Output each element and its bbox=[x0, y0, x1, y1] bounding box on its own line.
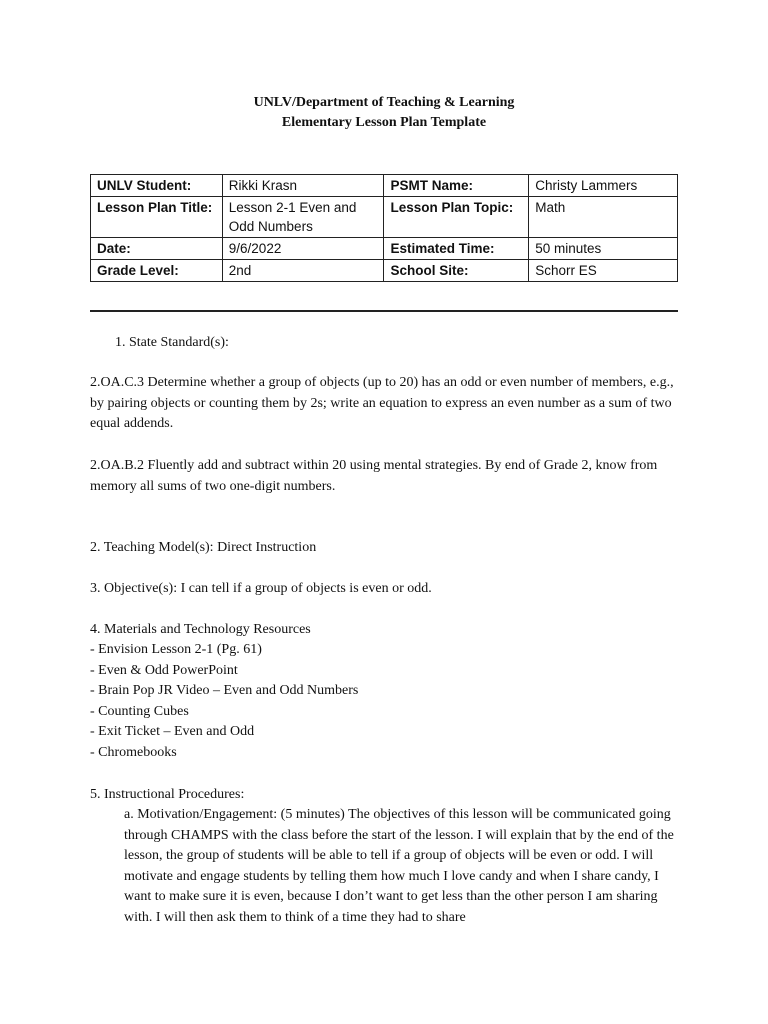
table-label: Lesson Plan Title: bbox=[91, 197, 223, 238]
table-value: Christy Lammers bbox=[529, 175, 678, 197]
table-value: Lesson 2-1 Even and Odd Numbers bbox=[222, 197, 384, 238]
list-item: - Counting Cubes bbox=[90, 703, 189, 719]
table-label: Grade Level: bbox=[91, 260, 223, 282]
table-label: School Site: bbox=[384, 260, 529, 282]
document-title-line2: Elementary Lesson Plan Template bbox=[281, 115, 487, 130]
table-label: Estimated Time: bbox=[384, 238, 529, 260]
list-item: - Envision Lesson 2-1 (Pg. 61) bbox=[90, 642, 262, 657]
materials-heading: 4. Materials and Technology Resources bbox=[90, 622, 311, 637]
table-value: 9/6/2022 bbox=[222, 238, 384, 260]
document-title-line1: UNLV/Department of Teaching & Learning bbox=[253, 95, 515, 110]
instructional-procedures-heading: 5. Instructional Procedures: bbox=[90, 787, 245, 802]
horizontal-divider bbox=[90, 310, 678, 312]
table-row bbox=[91, 197, 678, 238]
table-value: Schorr ES bbox=[529, 260, 678, 282]
table-value: 50 minutes bbox=[529, 238, 678, 260]
table-label: Lesson Plan Topic: bbox=[384, 197, 529, 238]
state-standards-heading: 1. State Standard(s): bbox=[115, 335, 229, 350]
materials-list bbox=[90, 640, 358, 763]
table-row bbox=[91, 238, 678, 260]
table-label: Date: bbox=[91, 238, 223, 260]
list-item: - Exit Ticket – Even and Odd bbox=[90, 724, 255, 739]
standard-paragraph-2: 2.OA.B.2 Fluently add and subtract within 20 using mental strategies. By end of Grade 2, know from memory all sums of two one-digit numbers. bbox=[90, 458, 658, 494]
motivation-engagement-paragraph: a. Motivation/Engagement: (5 minutes) The objectives of this lesson will be communicated going through CHAMPS with the class before the start of the lesson. I will explain that by the end of the lesson, the group of students will be able to tell if a group of objects will be even or odd. I will motivate and engage students by telling them how much I love candy and when I share candy, I want to make sure it is even, because I don’t want to get less than the other person I am sharing with. I will then ask them to think of a time they had to share bbox=[124, 807, 674, 925]
table-label: UNLV Student: bbox=[91, 175, 223, 197]
objective-line: 3. Objective(s): I can tell if a group of objects is even or odd. bbox=[90, 581, 432, 596]
table-value: Rikki Krasn bbox=[222, 175, 384, 197]
table-value: Math bbox=[529, 197, 678, 238]
list-item: - Brain Pop JR Video – Even and Odd Numbers bbox=[90, 683, 359, 698]
standard-paragraph-1: 2.OA.C.3 Determine whether a group of objects (up to 20) has an odd or even number of members, e.g., by pairing objects or counting them by 2s; write an equation to express an even number as a sum of two equal addends. bbox=[90, 375, 674, 431]
table-row bbox=[91, 175, 678, 197]
table-label: PSMT Name: bbox=[384, 175, 529, 197]
teaching-model-line: 2. Teaching Model(s): Direct Instruction bbox=[90, 540, 317, 555]
list-item: - Even & Odd PowerPoint bbox=[90, 662, 238, 678]
table-value: 2nd bbox=[222, 260, 384, 282]
table-row bbox=[91, 260, 678, 282]
lesson-info-table bbox=[90, 174, 678, 282]
list-item: - Chromebooks bbox=[90, 744, 177, 760]
